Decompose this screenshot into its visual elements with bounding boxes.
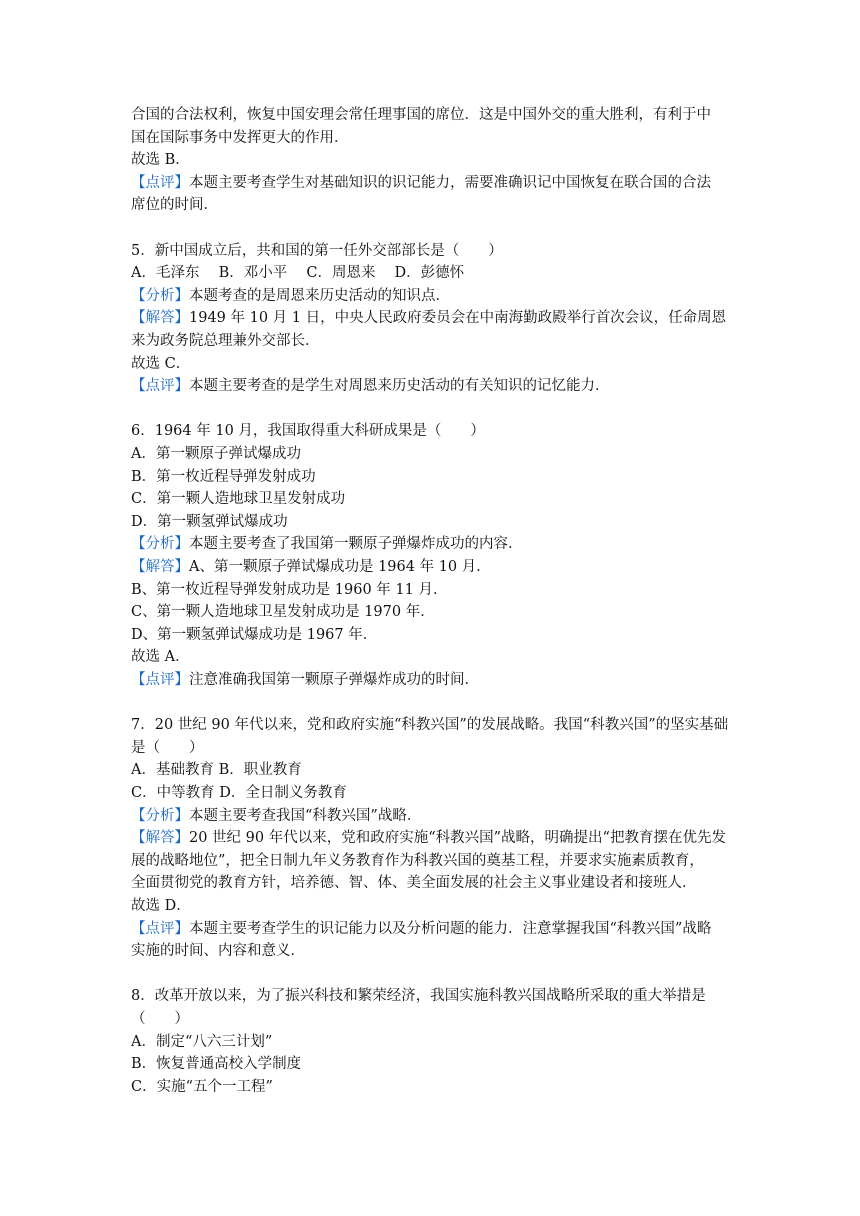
line-text: 故选 B． (131, 152, 190, 169)
text-line (131, 443, 741, 466)
line-text: 全面贯彻党的教育方针，培养德、智、体、美全面发展的社会主义事业建设者和接班人． (131, 875, 697, 892)
line-text: 本题主要考查学生对基础知识的识记能力，需要准确识记中国恢复在联合国的合法 (189, 174, 711, 191)
text-line (131, 827, 741, 850)
line-text: B、第一枚近程导弹发射成功是 1960 年 11 月． (131, 581, 448, 598)
line-text: A．第一颗原子弹试爆成功 (131, 446, 301, 462)
line-text: D．第一颗氢弹试爆成功 (131, 513, 288, 530)
line-text: 是（ ） (131, 739, 204, 756)
line-text: 本题主要考查了我国第一颗原子弹爆炸成功的内容． (189, 536, 523, 553)
section-tag: 【点评】 (131, 672, 189, 688)
line-text: 合国的合法权利，恢复中国安理会常任理事国的席位．这是中国外交的重大胜利，有利于中 (131, 107, 711, 123)
section-tag: 【解答】 (131, 559, 189, 575)
text-line (131, 1008, 741, 1031)
text-line (131, 782, 741, 805)
text-line (131, 127, 741, 150)
text-line (131, 1031, 741, 1054)
line-text: 来为政务院总理兼外交部长． (131, 333, 320, 349)
line-text: 故选 D． (131, 898, 191, 914)
section-tag: 【点评】 (131, 920, 189, 937)
text-line (131, 918, 741, 941)
line-text: C．实施“五个一工程” (131, 1078, 273, 1095)
text-line (131, 149, 741, 172)
section-tag: 【分析】 (131, 807, 189, 824)
text-line (131, 759, 741, 782)
text-line (131, 940, 741, 963)
line-text: 6．1964 年 10 月，我国取得重大科研成果是（ ） (131, 423, 485, 440)
text-line (131, 307, 741, 330)
text-line (131, 872, 741, 895)
text-line (131, 714, 741, 737)
line-text: D、第一颗氢弹试爆成功是 1967 年． (131, 626, 378, 643)
text-line (131, 240, 741, 263)
line-text: A．毛泽东 B．邓小平 C．周恩来 D．彭德怀 (131, 265, 465, 282)
text-line (131, 1076, 741, 1099)
text-line (131, 646, 741, 669)
line-text: B．第一枚近程导弹发射成功 (131, 468, 316, 485)
text-line (131, 330, 741, 353)
text-line (131, 466, 741, 489)
line-text: 本题主要考查我国“科教兴国”战略． (189, 807, 422, 824)
text-line (131, 420, 741, 443)
text-line (131, 353, 741, 376)
line-text: 故选 A． (131, 649, 190, 666)
text-line (131, 511, 741, 534)
line-text: 本题主要考查的是学生对周恩来历史活动的有关知识的记忆能力． (189, 378, 610, 395)
line-text: A、第一颗原子弹试爆成功是 1964 年 10 月． (189, 559, 491, 575)
line-text: 本题考查的是周恩来历史活动的知识点． (189, 287, 450, 304)
line-text: 5．新中国成立后，共和国的第一任外交部部长是（ ） (131, 242, 503, 259)
text-line (131, 556, 741, 579)
line-text: 20 世纪 90 年代以来，党和政府实施“科教兴国”战略，明确提出“把教育摆在优先发 (189, 830, 726, 847)
text-line (131, 488, 741, 511)
line-text: 国在国际事务中发挥更大的作用． (131, 129, 349, 146)
section-tag: 【解答】 (131, 310, 189, 327)
text-line (131, 895, 741, 918)
line-text: 注意准确我国第一颗原子弹爆炸成功的时间． (189, 672, 479, 688)
section-tag: 【解答】 (131, 830, 189, 847)
text-line (131, 737, 741, 760)
text-line (131, 669, 741, 692)
line-text: C、第一颗人造地球卫星发射成功是 1970 年． (131, 604, 435, 621)
text-line (131, 805, 741, 828)
text-line (131, 104, 741, 127)
line-text: 1949 年 10 月 1 日，中央人民政府委员会在中南海勤政殿举行首次会议，任命周恩 (189, 310, 727, 327)
text-line (131, 624, 741, 647)
text-line (131, 985, 741, 1008)
line-text: 7．20 世纪 90 年代以来，党和政府实施“科教兴国”的发展战略。我国“科教兴国”的坚实基础 (131, 717, 729, 734)
text-line (131, 1053, 741, 1076)
line-text: B．恢复普通高校入学制度 (131, 1056, 302, 1073)
line-text: 本题主要考查学生的识记能力以及分析问题的能力．注意掌握我国“科教兴国”战略 (189, 920, 712, 937)
line-text: C．中等教育 D．全日制义务教育 (131, 785, 347, 801)
text-line (131, 194, 741, 217)
line-text: C．第一颗人造地球卫星发射成功 (131, 491, 346, 508)
section-tag: 【点评】 (131, 174, 189, 191)
text-line (131, 285, 741, 308)
line-text: 8．改革开放以来，为了振兴科技和繁荣经济，我国实施科教兴国战略所采取的重大举措是 (131, 988, 706, 1005)
line-text: 故选 C． (131, 355, 191, 372)
line-text: 展的战略地位”，把全日制九年义务教育作为科教兴国的奠基工程，并要求实施素质教育， (131, 852, 704, 869)
text-line (131, 262, 741, 285)
text-line (131, 375, 741, 398)
line-text: A．制定“八六三计划” (131, 1033, 273, 1050)
section-tag: 【分析】 (131, 536, 189, 553)
text-line (131, 601, 741, 624)
line-text: A．基础教育 B．职业教育 (131, 762, 302, 779)
text-line (131, 172, 741, 195)
line-text: 席位的时间． (131, 197, 218, 214)
section-tag: 【点评】 (131, 378, 189, 395)
line-text: （ ） (131, 1011, 189, 1027)
section-tag: 【分析】 (131, 287, 189, 304)
line-text: 实施的时间、内容和意义． (131, 943, 305, 960)
text-line (131, 579, 741, 602)
text-line (131, 850, 741, 873)
text-line (131, 533, 741, 556)
